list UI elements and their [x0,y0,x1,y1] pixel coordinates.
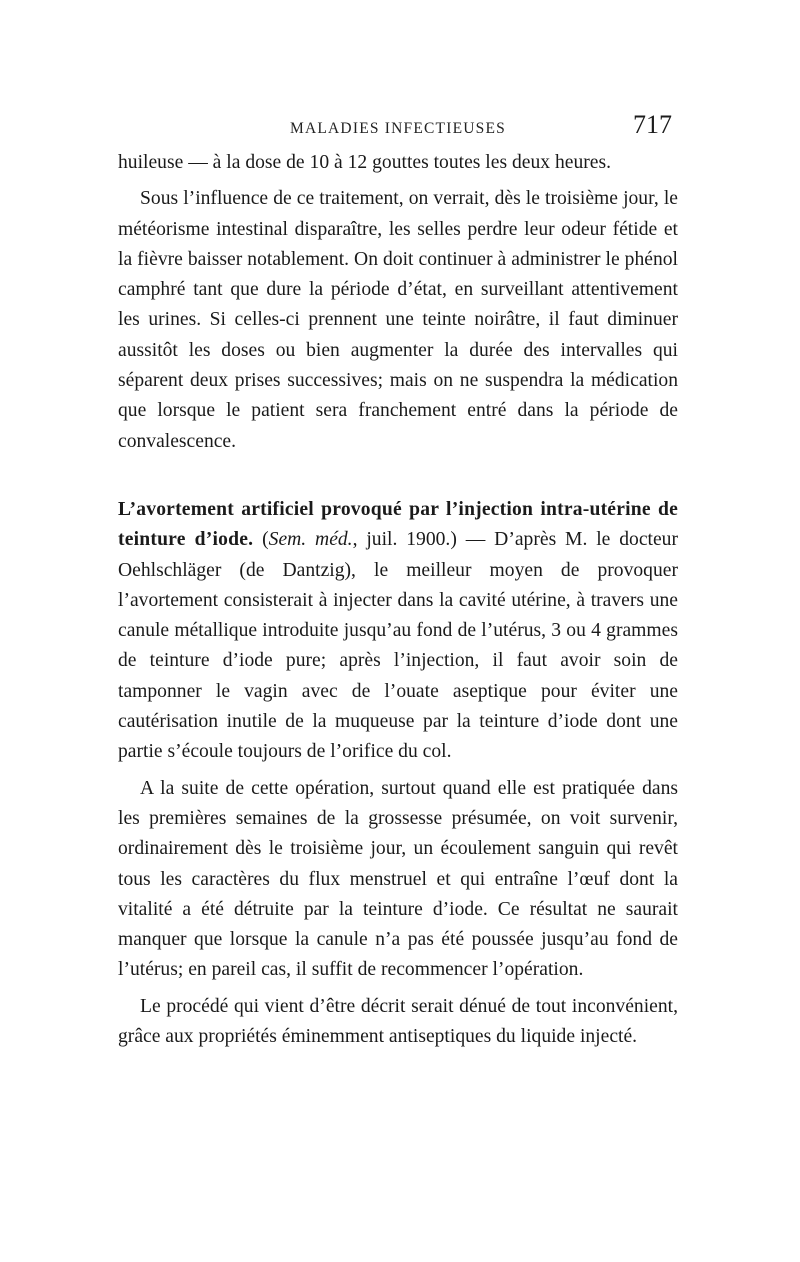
paragraph-conclusion: Le procédé qui vient d’être décrit serait dénué de tout inconvénient, grâce aux propriétés éminemment antiseptiques du liquide injecté. [118,995,678,1048]
article-heading: L’avortement artificiel provoqué par l’injection intra-utérine de teinture d’iode. [118,498,678,551]
paragraph-result: A la suite de cette opération, surtout quand elle est pratiquée dans les premières semaines de la grossesse présumée, on voit survenir, ordinairement dès le troisième jour, un écoulement sanguin qui revêt tous les caractères du flux menstruel et qui entraîne l’œuf dont la vitalité a été détruite par la teinture d’iode. Ce résultat ne saurait manquer que lorsque la canule n’a pas été poussée jusqu’au fond de l’utérus; en pareil cas, il suffit de recommencer l’opération. [118,777,678,981]
page-number: 717 [633,110,672,139]
body-text [118,148,678,1052]
reference-close: , juil. 1900.) [352,529,457,551]
running-title: MALADIES INFECTIEUSES [290,120,506,137]
paragraph-continuation: huileuse — à la dose de 10 à 12 gouttes toutes les deux heures. [118,152,611,173]
article-body: — D’après M. le docteur Oehlschläger (de Dantzig), le meilleur moyen de provoquer l’avortement consisterait à injecter dans la cavité utérine, à travers une canule métallique introduite jusqu’au fond de l’utérus, 3 ou 4 grammes de teinture d’iode pure; après l’injection, il faut avoir soin de tamponner le vagin avec de l’ouate aseptique pour éviter une cautérisation inutile de la muqueuse par la teinture d’iode dont une partie s’écoule toujours de l’orifice du col. [118,529,678,763]
section-gap [118,457,678,495]
paragraph-article [118,495,678,768]
running-head [118,112,678,148]
reference-source: Sem. méd. [268,529,353,551]
paragraph-treatment: Sous l’influence de ce traitement, on verrait, dès le troisième jour, le météorisme intestinal disparaître, les selles perdre leur odeur fétide et la fièvre baisser notablement. On doit continuer à administrer le phénol camphré tant que dure la période d’état, en surveillant attentivement les urines. Si celles-ci prennent une teinte noirâtre, il faut diminuer aussitôt les doses ou bien augmenter la durée des intervalles qui séparent deux prises successives; mais on ne suspendra la médication que lorsque le patient sera franchement entré dans la période de convalescence. [118,188,678,452]
reference-open: ( [253,529,269,551]
book-page [118,112,678,1052]
